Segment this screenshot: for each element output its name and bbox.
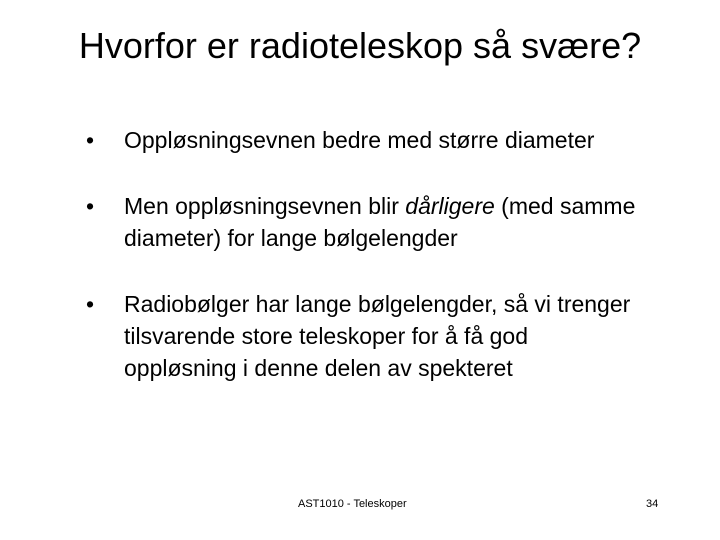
bullet-text-continuation: (med samme diameter) for lange bølgelengder [124, 193, 636, 251]
bullet-point-icon: • [86, 291, 95, 317]
bullet-text: Oppløsningsevnen bedre med større diameter [124, 127, 595, 153]
bullet-item-radio-waves [86, 288, 646, 384]
bullet-text: Radiobølger har lange bølgelengder, så vi trenger tilsvarende store teleskoper for å få god oppløsning i denne delen av spekteret [124, 291, 631, 381]
bullet-text: Men oppløsningsevnen blir [124, 193, 406, 219]
emphasized-text: dårligere [405, 193, 495, 219]
footer-label: AST1010 - Teleskoper [298, 498, 407, 510]
bullet-point-icon: • [86, 193, 95, 219]
bullet-point-icon: • [86, 127, 95, 153]
bullet-list [86, 124, 646, 384]
bullet-item-resolution-diameter [86, 124, 646, 156]
slide-title: Hvorfor er radioteleskop så svære? [78, 25, 642, 66]
bullet-item-long-wavelengths [86, 190, 646, 254]
page-number: 34 [646, 498, 659, 510]
